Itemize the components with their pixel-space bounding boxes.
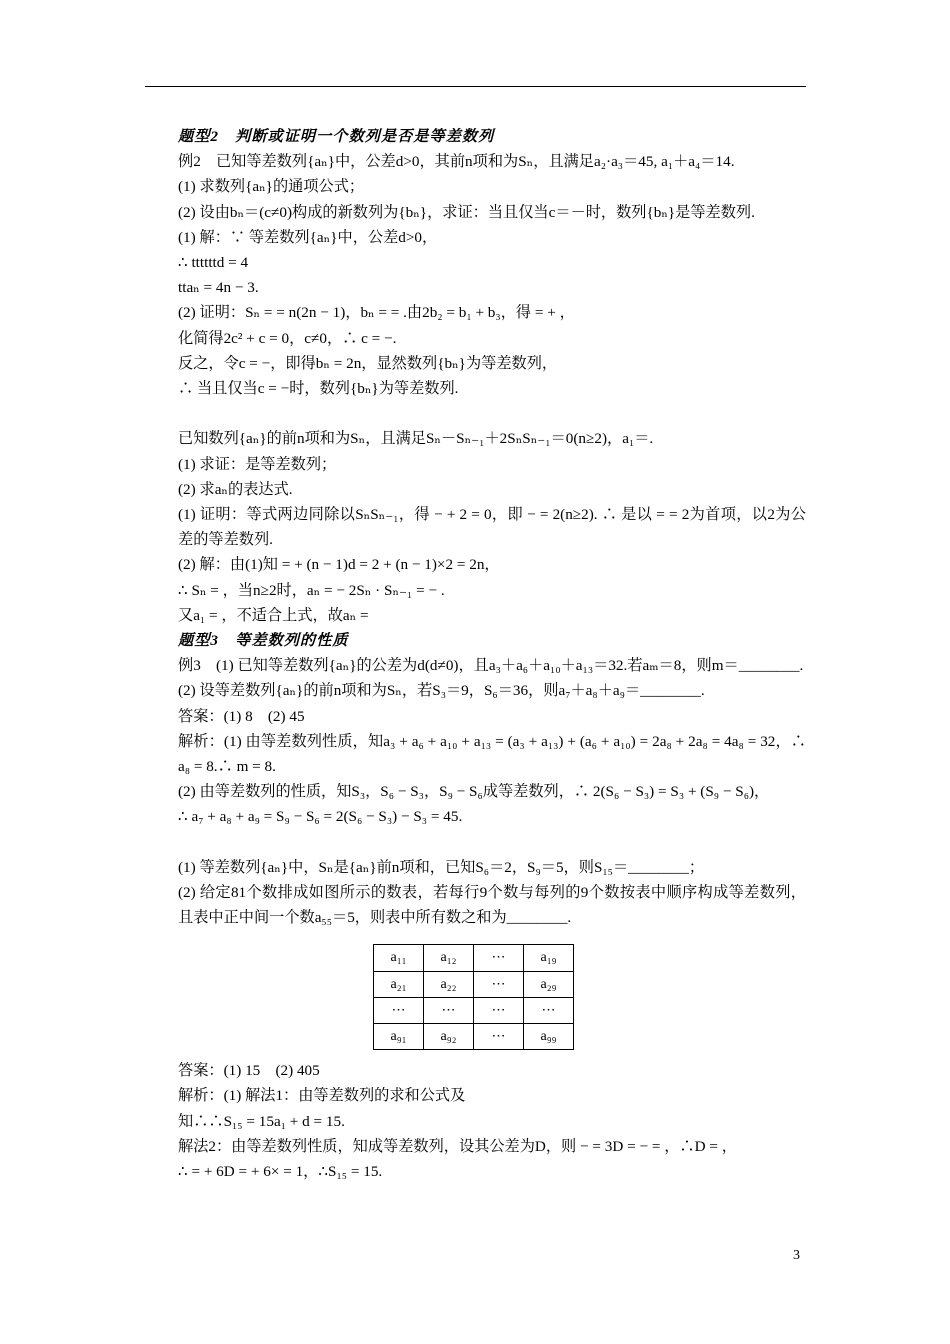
- solution-line: ∴ ttttttd = 4: [178, 254, 249, 272]
- table-cell: a₉₁: [374, 1024, 424, 1050]
- solution-line: (1) 解：∵ 等差数列{aₙ}中，公差d>0，: [178, 228, 438, 246]
- table-cell: ⋯: [424, 997, 474, 1023]
- heading-type-3: 题型3 等差数列的性质: [178, 632, 349, 650]
- blank-line: [145, 401, 806, 426]
- table-cell: a₁₉: [524, 945, 574, 971]
- analysis-part-2: (2) 由等差数列的性质，知S₃，S₆ − S₃，S₉ − S₆成等差数列，∴ 2(S₆ − S₃) = S₃ + (S₉ − S₆)，: [178, 783, 770, 801]
- blank-line: [145, 830, 806, 855]
- proof-line: 反之，令c = −，即得bₙ = 2n，显然数列{bₙ}为等差数列，: [178, 354, 558, 372]
- analysis-line: 解析：(1) 解法1：由等差数列的求和公式及: [178, 1087, 466, 1105]
- exercise-statement: 已知数列{aₙ}的前n项和为Sₙ，且满足Sₙ－Sₙ₋₁＋2SₙSₙ₋₁＝0(n≥2)，a₁＝.: [178, 430, 654, 448]
- answer-line: 答案：(1) 8 (2) 45: [178, 707, 305, 725]
- page-number: 3: [793, 1248, 800, 1263]
- document-body: [145, 124, 806, 1184]
- proof-line: (2) 证明：Sₙ = = n(2n − 1)，bₙ = = .由2b₂ = b₁ + b₃，得 = + ，: [178, 304, 575, 322]
- example-2-statement: 例2 已知等差数列{aₙ}中，公差d>0，其前n项和为Sₙ，且满足a₂·a₃＝45, a₁＋a₄＝14.: [178, 153, 735, 171]
- table-cell: a₉₉: [524, 1024, 574, 1050]
- analysis-part-2-cont: ∴ a₇ + a₈ + a₉ = S₉ − S₆ = 2(S₆ − S₃) − S₃ = 45.: [178, 808, 463, 826]
- table-cell: ⋯: [374, 997, 424, 1023]
- example-3-part-1: 例3 (1) 已知等差数列{aₙ}的公差为d(d≠0)，且a₃＋a₆＋a₁₀＋a₁₃＝32.若aₘ＝8，则m＝________.: [178, 657, 804, 675]
- table-cell: a₁₁: [374, 945, 424, 971]
- table-cell: a₉₂: [424, 1024, 474, 1050]
- exercise-2-part-2: (2) 给定81个数排成如图所示的数表，若每行9个数与每列的9个数按表中顺序构成等差数列，且表中正中间一个数a₅₅＝5，则表中所有数之和为________.: [178, 884, 806, 927]
- table-cell: ⋯: [474, 1024, 524, 1050]
- exercise-solution-line: 又a₁ = ，不适合上式，故aₙ =: [178, 606, 369, 624]
- table-cell: a₁₂: [424, 945, 474, 971]
- table-row: [374, 945, 574, 971]
- header-rule: [145, 86, 806, 87]
- table-cell: ⋯: [474, 945, 524, 971]
- table-cell: a₂₂: [424, 971, 474, 997]
- heading-type-2: 题型2 判断或证明一个数列是否是等差数列: [178, 128, 495, 145]
- table-cell: a₂₁: [374, 971, 424, 997]
- analysis-part-1: 解析：(1) 由等差数列性质，知a₃ + a₆ + a₁₀ + a₁₃ = (a₃ + a₁₃) + (a₆ + a₁₀) = 2a₈ + 2a₈ = 4a₈ = 32，∴ a₈ = 8.∴ m = 8.: [178, 732, 806, 776]
- exercise-solution-line: (2) 解：由(1)知 = + (n − 1)d = 2 + (n − 1)×2 = 2n，: [178, 556, 500, 574]
- table-cell: ⋯: [474, 971, 524, 997]
- proof-line: 化简得2c² + c = 0，c≠0，∴ c = −.: [178, 329, 397, 347]
- exercise-part-1: (1) 求证：是等差数列；: [178, 455, 337, 473]
- analysis-line: 解法2：由等差数列性质，知成等差数列，设其公差为D，则 − = 3D = − = ，∴D = ，: [178, 1137, 737, 1155]
- table-row: [374, 971, 574, 997]
- exercise-part-2: (2) 求aₙ的表达式.: [178, 480, 293, 498]
- example-3-part-2: (2) 设等差数列{aₙ}的前n项和为Sₙ，若S₃＝9，S₆＝36，则a₇＋a₈＋a₉＝________.: [178, 682, 705, 700]
- analysis-line: 知∴∴S₁₅ = 15a₁ + d = 15.: [178, 1112, 345, 1130]
- exercise-solution-line: ∴ Sₙ = ，当n≥2时，aₙ = − 2Sₙ · Sₙ₋₁ = − .: [178, 581, 445, 599]
- table-row: [374, 1024, 574, 1050]
- proof-line: ∴ 当且仅当c = −时，数列{bₙ}为等差数列.: [178, 380, 459, 398]
- table-row: [374, 997, 574, 1023]
- number-table: [373, 944, 574, 1050]
- analysis-line: ∴ = + 6D = + 6× = 1，∴S₁₅ = 15.: [178, 1163, 383, 1181]
- table-cell: ⋯: [524, 997, 574, 1023]
- example-2-part-1: (1) 求数列{aₙ}的通项公式；: [178, 178, 365, 196]
- exercise-2-part-1: (1) 等差数列{aₙ}中，Sₙ是{aₙ}前n项和，已知S₆＝2，S₉＝5，则S₁₅＝________；: [178, 858, 705, 876]
- answer-line: 答案：(1) 15 (2) 405: [178, 1062, 320, 1080]
- exercise-proof: (1) 证明：等式两边同除以SₙSₙ₋₁，得 − + 2 = 0，即 − = 2(n≥2). ∴ 是以 = = 2为首项，以2为公差的等差数列.: [178, 506, 806, 549]
- table-cell: ⋯: [474, 997, 524, 1023]
- example-2-part-2: (2) 设由bₙ＝(c≠0)构成的新数列为{bₙ}，求证：当且仅当c＝－时，数列{bₙ}是等差数列.: [178, 203, 755, 221]
- table-cell: a₂₉: [524, 971, 574, 997]
- solution-line: ttaₙ = 4n − 3.: [178, 279, 259, 297]
